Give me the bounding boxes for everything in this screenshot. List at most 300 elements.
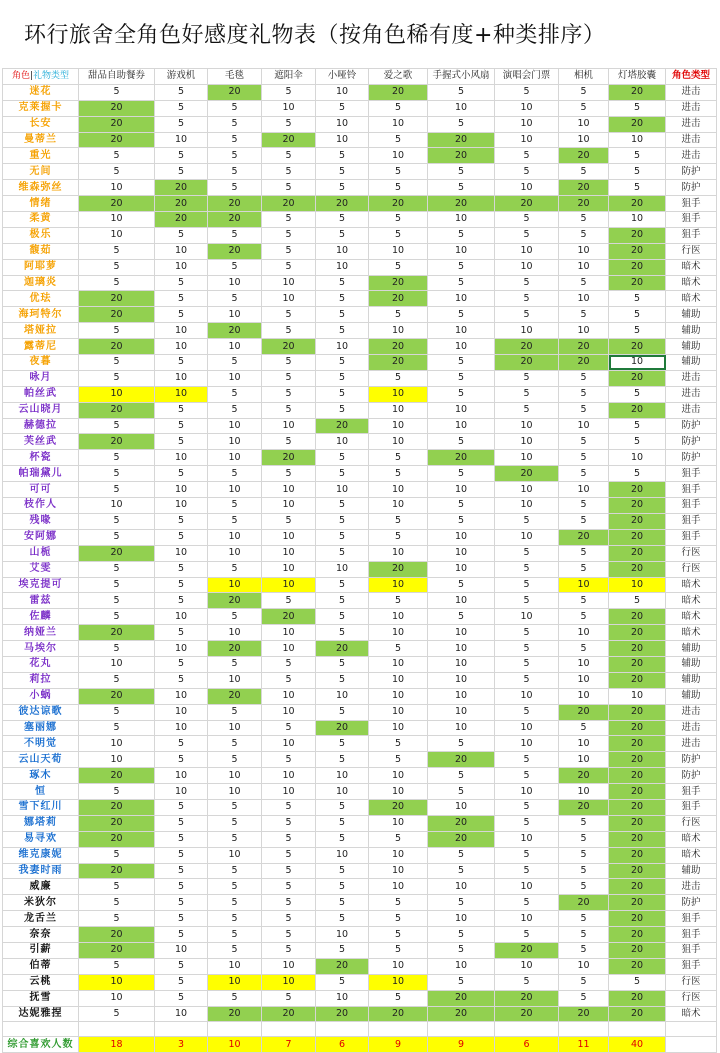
affinity-value-cell[interactable]: 5 [495,847,559,863]
affinity-value-cell[interactable]: 20 [369,196,428,212]
character-name-cell[interactable]: 曼蒂兰 [3,132,79,148]
affinity-value-cell[interactable]: 20 [495,942,559,958]
affinity-value-cell[interactable]: 20 [609,958,666,974]
character-name-cell[interactable]: 阿耶萝 [3,259,79,275]
affinity-value-cell[interactable]: 20 [208,196,262,212]
affinity-value-cell[interactable]: 10 [316,561,369,577]
affinity-value-cell[interactable]: 5 [262,212,316,228]
affinity-value-cell[interactable]: 5 [495,307,559,323]
affinity-value-cell[interactable]: 5 [155,164,208,180]
role-type-cell[interactable]: 进击 [666,370,717,386]
character-name-cell[interactable]: 娜塔莉 [3,815,79,831]
affinity-value-cell[interactable]: 5 [495,148,559,164]
affinity-value-cell[interactable]: 5 [559,84,609,100]
affinity-value-cell[interactable]: 5 [609,434,666,450]
affinity-value-cell[interactable]: 10 [369,958,428,974]
affinity-value-cell[interactable]: 5 [155,513,208,529]
affinity-value-cell[interactable]: 5 [428,895,495,911]
affinity-value-cell[interactable]: 5 [559,545,609,561]
affinity-value-cell[interactable]: 5 [79,529,155,545]
role-type-cell[interactable]: 进击 [666,100,717,116]
affinity-value-cell[interactable]: 5 [316,593,369,609]
affinity-value-cell[interactable]: 5 [79,243,155,259]
character-name-cell[interactable]: 重光 [3,148,79,164]
affinity-value-cell[interactable]: 5 [316,736,369,752]
affinity-value-cell[interactable]: 5 [262,815,316,831]
affinity-value-cell[interactable]: 5 [495,513,559,529]
role-type-cell[interactable]: 狙手 [666,196,717,212]
affinity-value-cell[interactable]: 5 [369,307,428,323]
affinity-value-cell[interactable]: 5 [316,227,369,243]
affinity-value-cell[interactable]: 5 [262,847,316,863]
affinity-value-cell[interactable]: 20 [79,545,155,561]
affinity-value-cell[interactable]: 20 [609,625,666,641]
affinity-value-cell[interactable]: 5 [316,895,369,911]
role-type-cell[interactable]: 暗术 [666,625,717,641]
affinity-value-cell[interactable]: 10 [428,243,495,259]
affinity-value-cell[interactable]: 20 [559,799,609,815]
affinity-value-cell[interactable]: 10 [369,815,428,831]
affinity-value-cell[interactable]: 10 [155,498,208,514]
role-type-cell[interactable]: 行医 [666,545,717,561]
affinity-value-cell[interactable]: 10 [369,545,428,561]
affinity-value-cell[interactable]: 20 [609,243,666,259]
affinity-value-cell[interactable]: 10 [262,736,316,752]
affinity-value-cell[interactable]: 5 [369,927,428,943]
affinity-value-cell[interactable]: 20 [369,84,428,100]
character-name-cell[interactable]: 长安 [3,116,79,132]
affinity-value-cell[interactable]: 20 [495,196,559,212]
affinity-value-cell[interactable]: 10 [262,784,316,800]
affinity-value-cell[interactable]: 5 [495,895,559,911]
affinity-value-cell[interactable]: 10 [428,561,495,577]
affinity-value-cell[interactable]: 20 [559,704,609,720]
affinity-value-cell[interactable]: 10 [609,132,666,148]
affinity-value-cell[interactable]: 20 [262,196,316,212]
affinity-value-cell[interactable]: 10 [559,291,609,307]
affinity-value-cell[interactable]: 5 [262,879,316,895]
affinity-value-cell[interactable]: 5 [559,911,609,927]
affinity-value-cell[interactable]: 5 [208,895,262,911]
affinity-value-cell[interactable]: 10 [559,656,609,672]
affinity-value-cell[interactable]: 5 [559,434,609,450]
character-name-cell[interactable]: 抚雪 [3,990,79,1006]
affinity-value-cell[interactable]: 5 [428,370,495,386]
gift-header-cell[interactable]: 遮阳伞 [262,69,316,85]
affinity-value-cell[interactable]: 5 [559,100,609,116]
affinity-value-cell[interactable]: 10 [609,355,666,371]
affinity-value-cell[interactable]: 5 [262,672,316,688]
role-type-cell[interactable]: 进击 [666,720,717,736]
role-type-cell[interactable]: 狙手 [666,513,717,529]
affinity-value-cell[interactable]: 5 [316,545,369,561]
affinity-value-cell[interactable]: 20 [495,355,559,371]
affinity-value-cell[interactable]: 5 [316,323,369,339]
affinity-value-cell[interactable]: 5 [495,641,559,657]
character-name-cell[interactable]: 纳娅兰 [3,625,79,641]
affinity-value-cell[interactable]: 20 [79,196,155,212]
affinity-value-cell[interactable]: 5 [559,847,609,863]
affinity-value-cell[interactable]: 10 [559,577,609,593]
affinity-value-cell[interactable]: 10 [609,577,666,593]
affinity-value-cell[interactable]: 20 [208,323,262,339]
affinity-value-cell[interactable]: 10 [369,768,428,784]
affinity-value-cell[interactable]: 5 [609,974,666,990]
affinity-value-cell[interactable]: 5 [495,815,559,831]
affinity-value-cell[interactable]: 5 [428,609,495,625]
affinity-value-cell[interactable]: 5 [428,434,495,450]
affinity-value-cell[interactable]: 5 [559,720,609,736]
role-type-cell[interactable]: 防护 [666,164,717,180]
affinity-value-cell[interactable]: 5 [559,275,609,291]
affinity-value-cell[interactable]: 5 [155,672,208,688]
affinity-value-cell[interactable]: 20 [559,148,609,164]
affinity-value-cell[interactable]: 5 [369,513,428,529]
role-type-cell[interactable]: 进击 [666,132,717,148]
affinity-value-cell[interactable]: 5 [559,609,609,625]
affinity-value-cell[interactable]: 20 [79,132,155,148]
empty-cell[interactable] [369,1022,428,1037]
affinity-value-cell[interactable]: 10 [369,784,428,800]
role-type-cell[interactable]: 辅助 [666,307,717,323]
affinity-value-cell[interactable]: 10 [316,482,369,498]
empty-cell[interactable] [208,1022,262,1037]
affinity-value-cell[interactable]: 5 [155,466,208,482]
affinity-value-cell[interactable]: 20 [609,116,666,132]
affinity-value-cell[interactable]: 10 [428,291,495,307]
affinity-value-cell[interactable]: 5 [262,927,316,943]
affinity-value-cell[interactable]: 10 [316,259,369,275]
affinity-value-cell[interactable]: 10 [155,450,208,466]
affinity-value-cell[interactable]: 20 [316,418,369,434]
affinity-value-cell[interactable]: 5 [495,593,559,609]
affinity-value-cell[interactable]: 10 [316,434,369,450]
role-type-cell[interactable]: 暗术 [666,275,717,291]
affinity-value-cell[interactable]: 20 [208,593,262,609]
role-type-cell[interactable]: 行医 [666,990,717,1006]
total-value-cell[interactable]: 11 [559,1037,609,1053]
affinity-value-cell[interactable]: 5 [262,593,316,609]
character-name-cell[interactable]: 雪下红川 [3,799,79,815]
affinity-value-cell[interactable]: 20 [79,815,155,831]
empty-cell[interactable] [316,1022,369,1037]
affinity-value-cell[interactable]: 10 [609,450,666,466]
role-type-cell[interactable]: 防护 [666,418,717,434]
affinity-value-cell[interactable]: 5 [155,815,208,831]
affinity-value-cell[interactable]: 10 [428,879,495,895]
affinity-value-cell[interactable]: 20 [559,529,609,545]
affinity-value-cell[interactable]: 10 [155,942,208,958]
gift-header-cell[interactable]: 演唱会门票 [495,69,559,85]
affinity-value-cell[interactable]: 5 [262,656,316,672]
character-name-cell[interactable]: 帕瑞黛儿 [3,466,79,482]
affinity-value-cell[interactable]: 10 [208,720,262,736]
affinity-value-cell[interactable]: 10 [208,974,262,990]
role-type-cell[interactable]: 狙手 [666,799,717,815]
affinity-value-cell[interactable]: 5 [262,911,316,927]
character-name-cell[interactable]: 塔娅拉 [3,323,79,339]
affinity-value-cell[interactable]: 5 [369,164,428,180]
character-name-cell[interactable]: 馥茹 [3,243,79,259]
gift-header-cell[interactable]: 甜品自助餐券 [79,69,155,85]
affinity-value-cell[interactable]: 5 [559,561,609,577]
affinity-value-cell[interactable]: 10 [559,672,609,688]
total-value-cell[interactable]: 6 [495,1037,559,1053]
role-type-cell[interactable]: 辅助 [666,339,717,355]
affinity-value-cell[interactable]: 20 [609,990,666,1006]
affinity-value-cell[interactable]: 5 [155,227,208,243]
affinity-value-cell[interactable]: 10 [79,386,155,402]
affinity-value-cell[interactable]: 10 [208,784,262,800]
gift-header-cell[interactable]: 灯塔胶囊 [609,69,666,85]
affinity-value-cell[interactable]: 5 [428,355,495,371]
affinity-value-cell[interactable]: 5 [155,799,208,815]
affinity-value-cell[interactable]: 5 [262,831,316,847]
affinity-value-cell[interactable]: 5 [609,291,666,307]
affinity-value-cell[interactable]: 10 [609,212,666,228]
empty-cell[interactable] [559,1022,609,1037]
affinity-value-cell[interactable]: 5 [262,84,316,100]
affinity-value-cell[interactable]: 5 [428,180,495,196]
affinity-value-cell[interactable]: 20 [609,656,666,672]
affinity-value-cell[interactable]: 5 [79,609,155,625]
affinity-value-cell[interactable]: 5 [316,831,369,847]
affinity-value-cell[interactable]: 5 [428,942,495,958]
gift-header-cell[interactable]: 毛毯 [208,69,262,85]
affinity-value-cell[interactable]: 20 [79,116,155,132]
affinity-value-cell[interactable]: 10 [155,688,208,704]
affinity-value-cell[interactable]: 5 [262,386,316,402]
role-type-cell[interactable]: 狙手 [666,942,717,958]
affinity-value-cell[interactable]: 5 [79,784,155,800]
affinity-value-cell[interactable]: 5 [316,879,369,895]
affinity-value-cell[interactable]: 10 [495,482,559,498]
affinity-value-cell[interactable]: 20 [428,990,495,1006]
affinity-value-cell[interactable]: 20 [208,688,262,704]
role-type-cell[interactable]: 暗术 [666,609,717,625]
affinity-value-cell[interactable]: 10 [559,323,609,339]
affinity-value-cell[interactable]: 5 [208,990,262,1006]
affinity-value-cell[interactable]: 5 [155,879,208,895]
affinity-value-cell[interactable]: 10 [428,545,495,561]
affinity-value-cell[interactable]: 5 [428,307,495,323]
affinity-value-cell[interactable]: 20 [609,1006,666,1022]
affinity-value-cell[interactable]: 10 [208,370,262,386]
affinity-value-cell[interactable]: 5 [208,116,262,132]
character-name-cell[interactable]: 埃克提可 [3,577,79,593]
affinity-value-cell[interactable]: 5 [316,513,369,529]
affinity-value-cell[interactable]: 5 [559,831,609,847]
affinity-value-cell[interactable]: 20 [609,720,666,736]
affinity-value-cell[interactable]: 5 [155,927,208,943]
affinity-value-cell[interactable]: 20 [609,196,666,212]
affinity-value-cell[interactable]: 10 [428,799,495,815]
affinity-value-cell[interactable]: 10 [495,529,559,545]
affinity-value-cell[interactable]: 10 [316,339,369,355]
affinity-value-cell[interactable]: 20 [79,434,155,450]
affinity-value-cell[interactable]: 10 [79,752,155,768]
affinity-value-cell[interactable]: 10 [262,625,316,641]
affinity-value-cell[interactable]: 5 [79,879,155,895]
affinity-value-cell[interactable]: 20 [609,736,666,752]
affinity-value-cell[interactable]: 5 [155,418,208,434]
role-type-cell[interactable]: 狙手 [666,212,717,228]
affinity-value-cell[interactable]: 5 [428,116,495,132]
character-name-cell[interactable]: 极乐 [3,227,79,243]
affinity-value-cell[interactable]: 5 [79,672,155,688]
role-type-cell[interactable]: 狙手 [666,927,717,943]
affinity-value-cell[interactable]: 5 [316,275,369,291]
affinity-value-cell[interactable]: 10 [428,418,495,434]
affinity-value-cell[interactable]: 5 [369,895,428,911]
affinity-value-cell[interactable]: 10 [262,974,316,990]
affinity-value-cell[interactable]: 20 [428,1006,495,1022]
character-name-cell[interactable]: 马埃尔 [3,641,79,657]
affinity-value-cell[interactable]: 20 [559,180,609,196]
affinity-value-cell[interactable]: 5 [495,799,559,815]
affinity-value-cell[interactable]: 10 [495,450,559,466]
affinity-value-cell[interactable]: 20 [369,1006,428,1022]
affinity-value-cell[interactable]: 5 [79,466,155,482]
affinity-value-cell[interactable]: 5 [208,132,262,148]
affinity-value-cell[interactable]: 5 [369,942,428,958]
affinity-value-cell[interactable]: 5 [316,180,369,196]
affinity-value-cell[interactable]: 5 [316,911,369,927]
character-name-cell[interactable]: 云山天荀 [3,752,79,768]
affinity-value-cell[interactable]: 5 [262,243,316,259]
affinity-value-cell[interactable]: 5 [369,450,428,466]
affinity-value-cell[interactable]: 5 [262,513,316,529]
affinity-value-cell[interactable]: 10 [262,529,316,545]
affinity-value-cell[interactable]: 5 [208,656,262,672]
affinity-value-cell[interactable]: 10 [316,784,369,800]
affinity-value-cell[interactable]: 5 [495,370,559,386]
affinity-value-cell[interactable]: 20 [79,339,155,355]
character-name-cell[interactable]: 云山晓月 [3,402,79,418]
affinity-value-cell[interactable]: 5 [495,656,559,672]
role-type-cell[interactable]: 进击 [666,84,717,100]
affinity-value-cell[interactable]: 5 [155,958,208,974]
affinity-value-cell[interactable]: 5 [495,291,559,307]
affinity-value-cell[interactable]: 10 [155,704,208,720]
affinity-value-cell[interactable]: 5 [369,100,428,116]
character-name-cell[interactable]: 威廉 [3,879,79,895]
affinity-value-cell[interactable]: 5 [208,927,262,943]
affinity-value-cell[interactable]: 5 [79,164,155,180]
affinity-value-cell[interactable]: 5 [79,720,155,736]
affinity-value-cell[interactable]: 20 [559,768,609,784]
character-name-cell[interactable]: 龙舌兰 [3,911,79,927]
role-type-cell[interactable]: 暗术 [666,1006,717,1022]
affinity-value-cell[interactable]: 10 [262,498,316,514]
character-name-cell[interactable]: 杯瓷 [3,450,79,466]
affinity-value-cell[interactable]: 5 [316,974,369,990]
total-value-cell[interactable]: 40 [609,1037,666,1053]
affinity-value-cell[interactable]: 10 [559,243,609,259]
affinity-value-cell[interactable]: 5 [316,355,369,371]
affinity-value-cell[interactable]: 20 [609,498,666,514]
affinity-value-cell[interactable]: 5 [155,656,208,672]
affinity-value-cell[interactable]: 10 [208,434,262,450]
affinity-value-cell[interactable]: 5 [155,116,208,132]
affinity-value-cell[interactable]: 5 [316,577,369,593]
affinity-value-cell[interactable]: 10 [208,847,262,863]
affinity-value-cell[interactable]: 10 [369,148,428,164]
affinity-value-cell[interactable]: 10 [262,482,316,498]
role-type-cell[interactable]: 防护 [666,768,717,784]
role-type-cell[interactable]: 狙手 [666,784,717,800]
affinity-value-cell[interactable]: 20 [262,132,316,148]
affinity-value-cell[interactable]: 5 [609,593,666,609]
affinity-value-cell[interactable]: 20 [609,831,666,847]
affinity-value-cell[interactable]: 5 [262,720,316,736]
affinity-value-cell[interactable]: 5 [79,561,155,577]
character-name-cell[interactable]: 克莱握卡 [3,100,79,116]
affinity-value-cell[interactable]: 10 [428,482,495,498]
affinity-value-cell[interactable]: 5 [559,227,609,243]
total-value-cell[interactable]: 3 [155,1037,208,1053]
affinity-value-cell[interactable]: 20 [316,196,369,212]
affinity-value-cell[interactable]: 5 [316,752,369,768]
character-name-cell[interactable]: 雷兹 [3,593,79,609]
affinity-value-cell[interactable]: 10 [262,704,316,720]
affinity-value-cell[interactable]: 10 [495,831,559,847]
affinity-value-cell[interactable]: 5 [495,625,559,641]
affinity-value-cell[interactable]: 10 [369,482,428,498]
affinity-value-cell[interactable]: 20 [316,720,369,736]
role-type-cell[interactable]: 防护 [666,752,717,768]
affinity-value-cell[interactable]: 5 [559,307,609,323]
affinity-value-cell[interactable]: 5 [495,704,559,720]
role-type-cell[interactable]: 辅助 [666,863,717,879]
affinity-value-cell[interactable]: 5 [609,418,666,434]
empty-cell[interactable] [155,1022,208,1037]
affinity-value-cell[interactable]: 5 [262,466,316,482]
affinity-value-cell[interactable]: 5 [155,355,208,371]
affinity-value-cell[interactable]: 10 [495,434,559,450]
affinity-value-cell[interactable]: 5 [208,386,262,402]
affinity-value-cell[interactable]: 20 [155,212,208,228]
affinity-value-cell[interactable]: 10 [428,688,495,704]
affinity-value-cell[interactable]: 5 [428,784,495,800]
affinity-value-cell[interactable]: 5 [369,466,428,482]
affinity-value-cell[interactable]: 20 [428,132,495,148]
affinity-value-cell[interactable]: 10 [316,132,369,148]
affinity-value-cell[interactable]: 5 [316,291,369,307]
character-name-cell[interactable]: 米狄尔 [3,895,79,911]
affinity-value-cell[interactable]: 5 [316,450,369,466]
affinity-value-cell[interactable]: 5 [559,212,609,228]
affinity-value-cell[interactable]: 5 [79,323,155,339]
affinity-value-cell[interactable]: 5 [262,402,316,418]
affinity-value-cell[interactable]: 5 [155,895,208,911]
affinity-value-cell[interactable]: 5 [208,180,262,196]
affinity-value-cell[interactable]: 5 [155,974,208,990]
affinity-value-cell[interactable]: 10 [428,720,495,736]
affinity-value-cell[interactable]: 20 [428,450,495,466]
affinity-value-cell[interactable]: 10 [369,704,428,720]
affinity-value-cell[interactable]: 10 [495,688,559,704]
affinity-value-cell[interactable]: 10 [155,609,208,625]
affinity-value-cell[interactable]: 5 [262,180,316,196]
character-name-cell[interactable]: 无间 [3,164,79,180]
role-type-cell[interactable]: 进击 [666,704,717,720]
affinity-value-cell[interactable]: 20 [262,339,316,355]
affinity-value-cell[interactable]: 20 [559,895,609,911]
affinity-value-cell[interactable]: 10 [428,911,495,927]
affinity-value-cell[interactable]: 5 [428,736,495,752]
affinity-value-cell[interactable]: 10 [262,577,316,593]
